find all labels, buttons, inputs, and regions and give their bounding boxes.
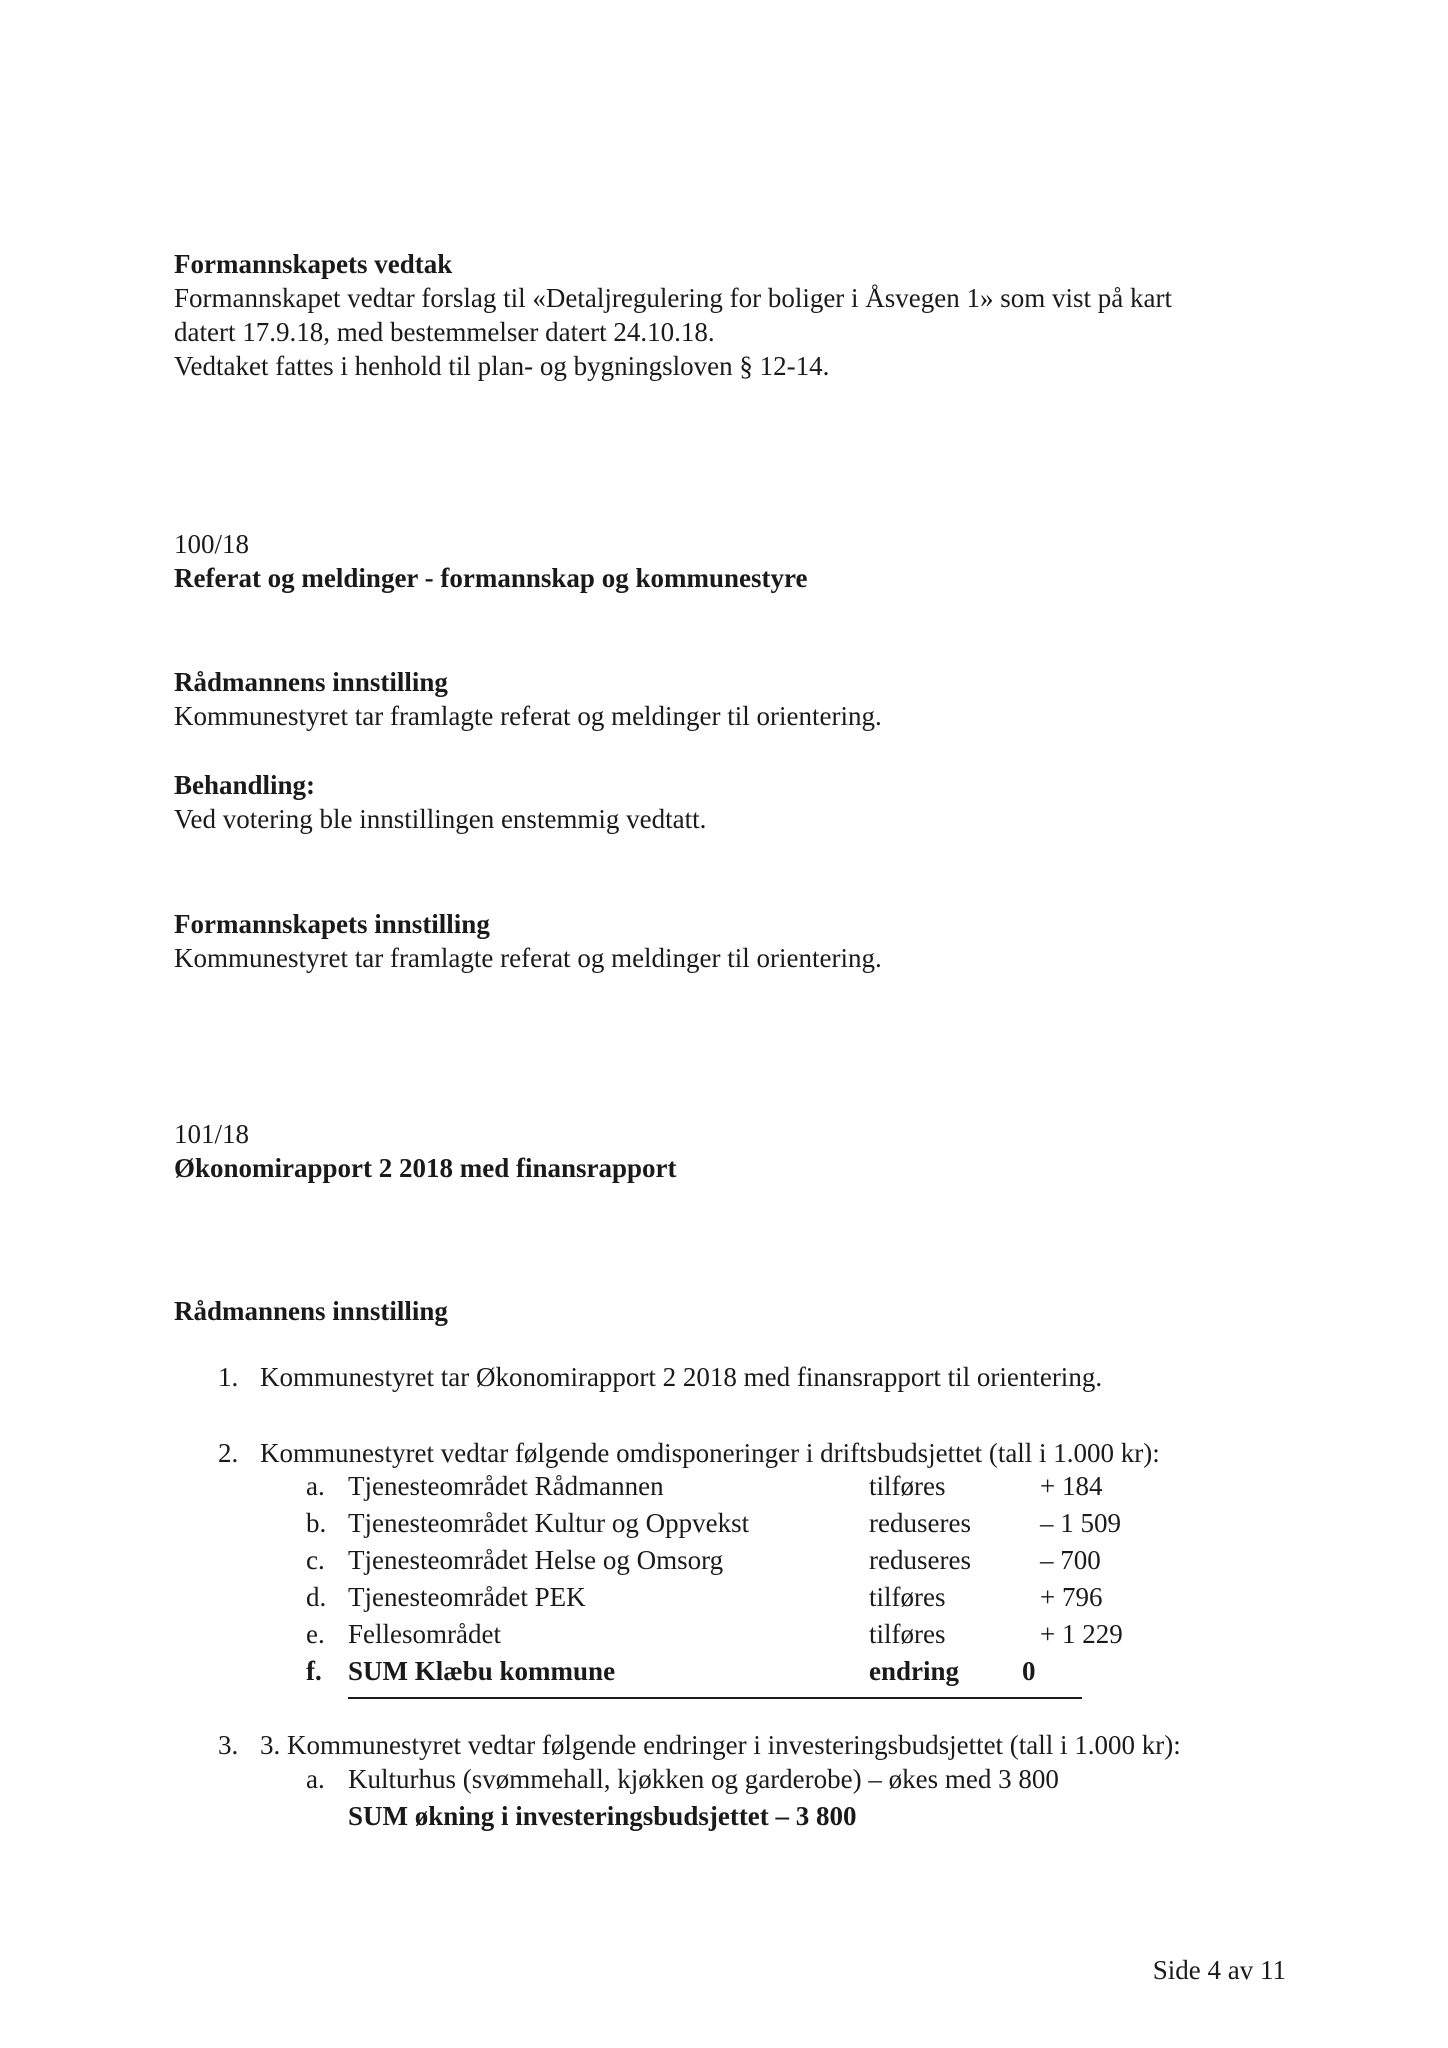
- case-100-number: 100/18: [174, 529, 250, 559]
- row-amount: 0: [1022, 1656, 1036, 1686]
- case-100-title: Referat og meldinger - formannskap og kommunestyre: [174, 563, 808, 593]
- row-action: endring: [869, 1656, 960, 1686]
- row-desc: Tjenesteområdet PEK: [348, 1582, 586, 1612]
- row-amount: – 700: [1040, 1545, 1101, 1575]
- row-desc: SUM Klæbu kommune: [348, 1656, 616, 1686]
- sum-underline: [348, 1697, 1082, 1699]
- row-action: tilføres: [869, 1582, 946, 1612]
- investment-sum-row: [306, 1801, 1206, 1838]
- row-letter: c.: [306, 1545, 325, 1575]
- row-letter: a.: [306, 1471, 325, 1501]
- row-amount: + 796: [1040, 1582, 1103, 1612]
- row-action: reduseres: [869, 1545, 971, 1575]
- row-letter: e.: [306, 1619, 325, 1649]
- case-101-header: [174, 1117, 1314, 1185]
- budget-row: [306, 1619, 1206, 1656]
- investment-sum: SUM økning i investeringsbudsjettet – 3 800: [348, 1801, 857, 1831]
- radmann-text: Kommunestyret tar framlagte referat og meldinger til orientering.: [174, 701, 882, 731]
- case-101-radmann: [174, 1294, 1314, 1328]
- budget-row: [306, 1508, 1206, 1545]
- row-action: reduseres: [869, 1508, 971, 1538]
- item-2-text: Kommunestyret vedtar følgende omdisponeringer i driftsbudsjettet (tall i 1.000 kr):: [260, 1438, 1160, 1468]
- row-letter: d.: [306, 1582, 327, 1612]
- budget-row: [306, 1471, 1206, 1508]
- vedtak-section: [174, 247, 1314, 383]
- item-2-number: 2.: [218, 1438, 239, 1468]
- item-3-number: 3.: [218, 1730, 239, 1760]
- vedtak-line-2: datert 17.9.18, med bestemmelser datert 24.10.18.: [174, 317, 715, 347]
- item-3-text: 3. Kommunestyret vedtar følgende endringer i investeringsbudsjettet (tall i 1.000 kr):: [260, 1730, 1181, 1760]
- behandling-heading: Behandling:: [174, 770, 316, 800]
- case-100-behandling: [174, 768, 1314, 836]
- row-desc: Tjenesteområdet Kultur og Oppvekst: [348, 1508, 750, 1538]
- item-1: [218, 1360, 1358, 1394]
- row-desc: Fellesområdet: [348, 1619, 501, 1649]
- item-2: [218, 1436, 1358, 1470]
- case-101-number: 101/18: [174, 1119, 250, 1149]
- budget-row: [306, 1582, 1206, 1619]
- radmann-heading: Rådmannens innstilling: [174, 667, 448, 697]
- formannskap-heading: Formannskapets innstilling: [174, 909, 490, 939]
- item-1-text: Kommunestyret tar Økonomirapport 2 2018 med finansrapport til orientering.: [260, 1362, 1103, 1392]
- case-100-formannskap: [174, 907, 1314, 975]
- case-100-radmann: [174, 665, 1314, 733]
- vedtak-line-1: Formannskapet vedtar forslag til «Detaljregulering for boliger i Åsvegen 1» som vist på kart: [174, 283, 1172, 313]
- formannskap-text: Kommunestyret tar framlagte referat og meldinger til orientering.: [174, 943, 882, 973]
- row-action: tilføres: [869, 1619, 946, 1649]
- investment-text: Kulturhus (svømmehall, kjøkken og garderobe) – økes med 3 800: [348, 1764, 1059, 1794]
- row-amount: – 1 509: [1040, 1508, 1121, 1538]
- row-letter: f.: [306, 1656, 322, 1686]
- item-3: [218, 1728, 1358, 1762]
- row-letter: b.: [306, 1508, 327, 1538]
- row-amount: + 184: [1040, 1471, 1103, 1501]
- case-101-title: Økonomirapport 2 2018 med finansrapport: [174, 1153, 677, 1183]
- row-desc: Tjenesteområdet Rådmannen: [348, 1471, 664, 1501]
- budget-row: [306, 1545, 1206, 1582]
- row-desc: Tjenesteområdet Helse og Omsorg: [348, 1545, 724, 1575]
- budget-sum-row: [306, 1656, 1206, 1693]
- investment-row: [306, 1764, 1206, 1801]
- item-1-number: 1.: [218, 1362, 239, 1392]
- radmann-heading-101: Rådmannens innstilling: [174, 1296, 448, 1326]
- page-number: Side 4 av 11: [1152, 1955, 1286, 1985]
- investment-letter: a.: [306, 1764, 325, 1794]
- row-amount: + 1 229: [1040, 1619, 1123, 1649]
- behandling-text: Ved votering ble innstillingen enstemmig vedtatt.: [174, 804, 707, 834]
- vedtak-line-3: Vedtaket fattes i henhold til plan- og bygningsloven § 12-14.: [174, 351, 830, 381]
- vedtak-heading: Formannskapets vedtak: [174, 249, 453, 279]
- case-100-header: [174, 527, 1314, 595]
- row-action: tilføres: [869, 1471, 946, 1501]
